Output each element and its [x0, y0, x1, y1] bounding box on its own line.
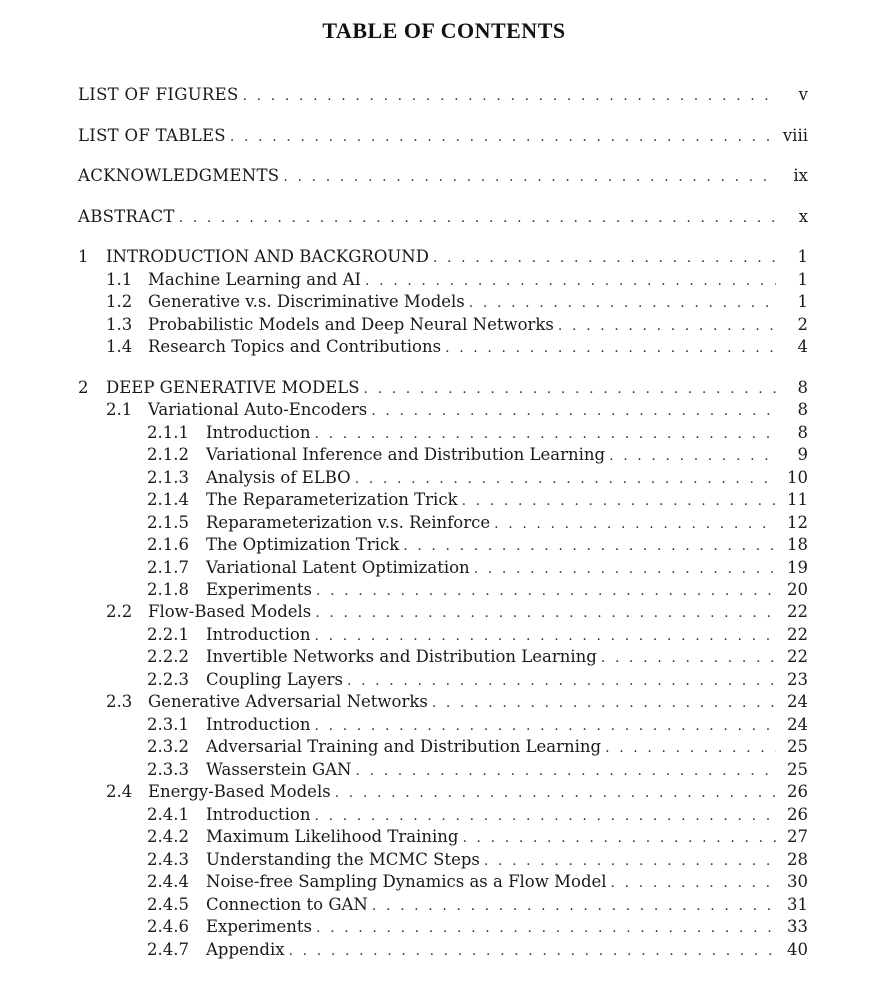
toc-entry-acknowledgments[interactable]: [78, 165, 808, 187]
toc-entry-number: 2.1.2: [147, 445, 189, 464]
toc-subsection-2-1-6[interactable]: [147, 534, 808, 556]
toc-section-1-1[interactable]: [106, 269, 808, 291]
toc-entry-page: 33: [776, 916, 808, 938]
toc-subsection-2-1-8[interactable]: [147, 579, 808, 601]
toc-entry-number: 2.4.1: [147, 805, 189, 824]
toc-entry-number: 1.4: [106, 337, 133, 356]
toc-entry-page: 22: [776, 624, 808, 646]
dot-leader: [289, 940, 776, 962]
toc-entry-number: 2.1.6: [147, 535, 189, 554]
toc-entry-number: 2.1: [106, 400, 133, 419]
toc-entry-page: 31: [776, 894, 808, 916]
toc-section-1-3[interactable]: [106, 314, 808, 336]
toc-entry-label: Machine Learning and AI: [148, 269, 365, 291]
toc-entry-number: 2.2: [106, 602, 133, 621]
toc-entry-number: 2.2.2: [147, 647, 189, 666]
toc-entry-label: Generative Adversarial Networks: [148, 691, 432, 713]
toc-chapter-2[interactable]: [78, 377, 808, 399]
toc-entry-page: 18: [776, 534, 808, 556]
toc-entry-number: 2.3.1: [147, 715, 189, 734]
toc-entry-page: 28: [776, 849, 808, 871]
toc-subsection-2-2-3[interactable]: [147, 669, 808, 691]
dot-leader: [315, 805, 777, 827]
toc-subsection-2-1-7[interactable]: [147, 557, 808, 579]
toc-section-2-3[interactable]: [106, 691, 808, 713]
toc-entry-page: viii: [776, 125, 808, 147]
toc-entry-label: Noise-free Sampling Dynamics as a Flow Model: [206, 871, 611, 893]
dot-leader: [494, 513, 776, 535]
toc-subsection-2-1-1[interactable]: [147, 422, 808, 444]
dot-leader: [433, 247, 776, 269]
dot-leader: [609, 445, 776, 467]
dot-leader: [601, 647, 776, 669]
toc-entry-page: 10: [776, 467, 808, 489]
toc-entry-label: Introduction: [206, 714, 315, 736]
toc-entry-page: 22: [776, 601, 808, 623]
toc-entry-list-of-figures[interactable]: [78, 84, 808, 106]
dot-leader: [371, 400, 776, 422]
dot-leader: [372, 895, 776, 917]
toc-entry-number: 2.1.5: [147, 513, 189, 532]
toc-entry-label: Generative v.s. Discriminative Models: [148, 291, 469, 313]
toc-subsection-2-4-2[interactable]: [147, 826, 808, 848]
toc-entry-label: The Optimization Trick: [206, 534, 403, 556]
toc-subsection-2-4-4[interactable]: [147, 871, 808, 893]
dot-leader: [356, 760, 777, 782]
toc-entry-label: Maximum Likelihood Training: [206, 826, 462, 848]
toc-entry-page: 23: [776, 669, 808, 691]
dot-leader: [179, 207, 776, 229]
toc-chapter-1[interactable]: [78, 246, 808, 268]
toc-entry-page: 24: [776, 691, 808, 713]
dot-leader: [445, 337, 776, 359]
toc-subsection-2-4-1[interactable]: [147, 804, 808, 826]
toc-entry-label: The Reparameterization Trick: [206, 489, 462, 511]
toc-subsection-2-3-2[interactable]: [147, 736, 808, 758]
dot-leader: [355, 468, 776, 490]
toc-entry-page: 1: [776, 269, 808, 291]
dot-leader: [316, 580, 776, 602]
toc-entry-label: Variational Auto-Encoders: [148, 399, 371, 421]
toc-entry-page: 24: [776, 714, 808, 736]
dot-leader: [432, 692, 776, 714]
toc-subsection-2-2-2[interactable]: [147, 646, 808, 668]
toc-entry-page: 20: [776, 579, 808, 601]
toc-entry-page: 22: [776, 646, 808, 668]
dot-leader: [462, 827, 776, 849]
toc-entry-number: 2.2.3: [147, 670, 189, 689]
toc-entry-label: ABSTRACT: [78, 206, 179, 228]
toc-entry-abstract[interactable]: [78, 206, 808, 228]
toc-section-2-2[interactable]: [106, 601, 808, 623]
toc-entry-label: Introduction: [206, 804, 315, 826]
dot-leader: [365, 270, 776, 292]
toc-entry-label: Understanding the MCMC Steps: [206, 849, 484, 871]
toc-entry-label: Coupling Layers: [206, 669, 347, 691]
toc-entry-page: 26: [776, 781, 808, 803]
toc-entry-page: ix: [776, 165, 808, 187]
toc-entry-page: x: [776, 206, 808, 228]
toc-entry-page: v: [776, 84, 808, 106]
toc-entry-page: 1: [776, 246, 808, 268]
toc-subsection-2-1-3[interactable]: [147, 467, 808, 489]
toc-section-1-4[interactable]: [106, 336, 808, 358]
toc-entry-number: 2.2.1: [147, 625, 189, 644]
toc-entry-page: 1: [776, 291, 808, 313]
toc-entry-page: 25: [776, 759, 808, 781]
toc-entry-number: 2.3.2: [147, 737, 189, 756]
toc-entry-number: 2.4.7: [147, 940, 189, 959]
dot-leader: [230, 126, 776, 148]
toc-entry-page: 2: [776, 314, 808, 336]
toc-entry-number: 2.4.2: [147, 827, 189, 846]
toc-entry-page: 26: [776, 804, 808, 826]
toc-entry-number: 2.1.4: [147, 490, 189, 509]
toc-entry-page: 12: [776, 512, 808, 534]
toc-entry-page: 8: [776, 399, 808, 421]
toc-subsection-2-1-4[interactable]: [147, 489, 808, 511]
toc-subsection-2-4-5[interactable]: [147, 894, 808, 916]
toc-entry-page: 11: [776, 489, 808, 511]
toc-entry-label: Variational Latent Optimization: [206, 557, 474, 579]
toc-entry-number: 2.4.4: [147, 872, 189, 891]
toc-entry-label: Introduction: [206, 422, 315, 444]
toc-entry-label: Experiments: [206, 916, 316, 938]
dot-leader: [403, 535, 776, 557]
toc-section-1-2[interactable]: [106, 291, 808, 313]
dot-leader: [611, 872, 776, 894]
toc-subsection-2-4-6[interactable]: [147, 916, 808, 938]
toc-entry-number: 2.1.3: [147, 468, 189, 487]
toc-subsection-2-4-7[interactable]: [147, 939, 808, 961]
toc-entry-number: 2.1.1: [147, 423, 189, 442]
toc-entry-number: 1.3: [106, 315, 133, 334]
toc-entry-page: 8: [776, 422, 808, 444]
toc-section-2-1[interactable]: [106, 399, 808, 421]
page-title: TABLE OF CONTENTS: [322, 18, 566, 43]
toc-entry-label: LIST OF TABLES: [78, 125, 230, 147]
dot-leader: [315, 625, 777, 647]
toc-entry-label: Appendix: [206, 939, 289, 961]
toc-section-2-4[interactable]: [106, 781, 808, 803]
toc-entry-page: 25: [776, 736, 808, 758]
dot-leader: [558, 315, 776, 337]
toc-entry-number: 2.1.7: [147, 558, 189, 577]
toc-subsection-2-3-1[interactable]: [147, 714, 808, 736]
toc-subsection-2-2-1[interactable]: [147, 624, 808, 646]
toc-entry-number: 1.1: [106, 270, 133, 289]
toc-entry-label: Analysis of ELBO: [206, 467, 355, 489]
toc-entry-page: 30: [776, 871, 808, 893]
toc-entry-page: 9: [776, 444, 808, 466]
toc-entry-label: LIST OF FIGURES: [78, 84, 243, 106]
toc-entry-page: 8: [776, 377, 808, 399]
toc-subsection-2-3-3[interactable]: [147, 759, 808, 781]
toc-entry-page: 4: [776, 336, 808, 358]
dot-leader: [315, 423, 777, 445]
toc-entry-label: Probabilistic Models and Deep Neural Networks: [148, 314, 558, 336]
dot-leader: [469, 292, 776, 314]
toc-entry-label: Research Topics and Contributions: [148, 336, 445, 358]
toc-entry-number: 2.4.5: [147, 895, 189, 914]
toc-entry-number: 2.4: [106, 782, 133, 801]
dot-leader: [474, 558, 776, 580]
dot-leader: [335, 782, 776, 804]
toc-entry-label: Variational Inference and Distribution Learning: [206, 444, 609, 466]
toc-entry-number: 2: [78, 378, 89, 397]
dot-leader: [462, 490, 776, 512]
toc-entry-label: Flow-Based Models: [148, 601, 315, 623]
toc-entry-number: 2.4.6: [147, 917, 189, 936]
toc-entry-label: Reparameterization v.s. Reinforce: [206, 512, 494, 534]
toc-entry-label: DEEP GENERATIVE MODELS: [106, 377, 364, 399]
dot-leader: [347, 670, 776, 692]
dot-leader: [283, 166, 776, 188]
toc-entry-label: Experiments: [206, 579, 316, 601]
toc-entry-page: 19: [776, 557, 808, 579]
toc-entry-label: INTRODUCTION AND BACKGROUND: [106, 246, 433, 268]
toc-entry-list-of-tables[interactable]: [78, 125, 808, 147]
toc-entry-number: 2.1.8: [147, 580, 189, 599]
dot-leader: [364, 378, 777, 400]
toc-entry-number: 2.3: [106, 692, 133, 711]
toc-entry-label: Wasserstein GAN: [206, 759, 356, 781]
toc-subsection-2-1-2[interactable]: [147, 444, 808, 466]
dot-leader: [315, 715, 777, 737]
dot-leader: [484, 850, 776, 872]
toc-entry-label: Energy-Based Models: [148, 781, 335, 803]
toc-entry-label: Introduction: [206, 624, 315, 646]
toc-entry-label: Connection to GAN: [206, 894, 372, 916]
toc-entry-label: Invertible Networks and Distribution Learning: [206, 646, 601, 668]
toc-entry-number: 2.4.3: [147, 850, 189, 869]
toc-entry-label: Adversarial Training and Distribution Learning: [206, 736, 605, 758]
dot-leader: [605, 737, 776, 759]
dot-leader: [243, 85, 776, 107]
toc-entry-page: 40: [776, 939, 808, 961]
toc-entry-number: 1.2: [106, 292, 133, 311]
dot-leader: [315, 602, 776, 624]
toc-subsection-2-4-3[interactable]: [147, 849, 808, 871]
toc-entry-page: 27: [776, 826, 808, 848]
toc-entry-label: ACKNOWLEDGMENTS: [78, 165, 283, 187]
dot-leader: [316, 917, 776, 939]
toc-entry-number: 2.3.3: [147, 760, 189, 779]
toc-subsection-2-1-5[interactable]: [147, 512, 808, 534]
toc-entry-number: 1: [78, 247, 89, 266]
